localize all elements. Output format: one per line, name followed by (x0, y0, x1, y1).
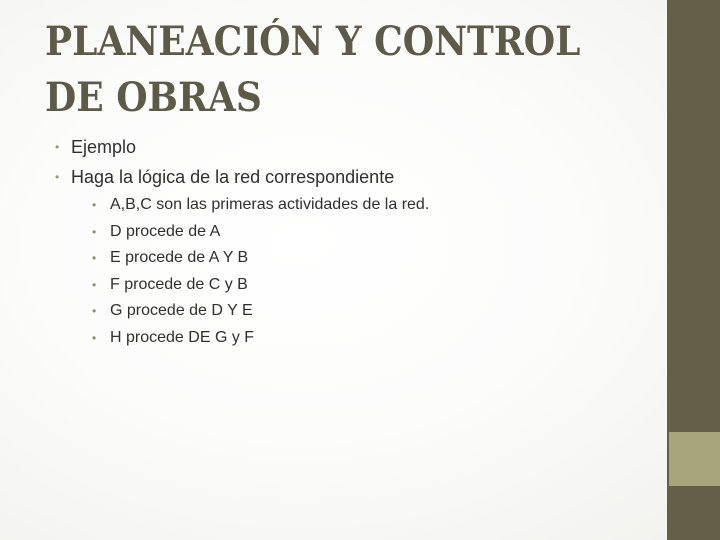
list-item (55, 132, 655, 162)
sub-list-item (92, 325, 655, 352)
sub-list-item-text: G procede de D Y E (110, 302, 253, 320)
list-item-text: Haga la lógica de la red correspondiente (71, 167, 395, 187)
sub-list-item-text: E procede de A Y B (110, 249, 249, 267)
bullet-list (55, 132, 655, 352)
slide-content (55, 132, 655, 352)
bullet-icon: • (92, 198, 97, 212)
bullet-icon: • (92, 330, 97, 345)
sub-list-item (92, 298, 655, 325)
list-item-text: Ejemplo (71, 137, 137, 157)
sub-list-item-text: F procede de C y B (110, 275, 248, 293)
sub-bullet-list (92, 192, 655, 352)
sub-list-item (92, 219, 655, 246)
bullet-icon: • (55, 170, 60, 184)
sub-list-item-text: H procede DE G y F (110, 328, 255, 346)
bullet-icon: • (92, 277, 97, 292)
slide-title: PLANEACIÓN Y CONTROL DE OBRAS (45, 18, 581, 121)
sub-list-item (92, 245, 655, 272)
sub-list-item-text: A,B,C son las primeras actividades de la red. (110, 196, 430, 213)
sub-list-item-text: D procede de A (110, 222, 221, 240)
list-item (55, 162, 655, 352)
bullet-icon: • (92, 304, 97, 319)
sub-list-item (92, 272, 655, 299)
sidebar-accent-block (669, 432, 720, 486)
sub-list-item (92, 192, 655, 219)
bullet-icon: • (92, 224, 97, 239)
bullet-icon: • (92, 251, 97, 266)
bullet-icon: • (55, 140, 60, 154)
